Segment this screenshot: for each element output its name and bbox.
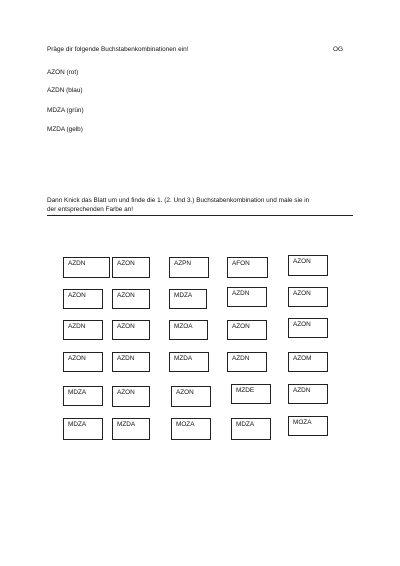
letter-box[interactable]: MDZA [63, 418, 103, 440]
letter-box[interactable]: MZDA [169, 352, 209, 372]
letter-box[interactable]: AZPN [169, 257, 209, 278]
letter-box[interactable]: AZON [227, 320, 267, 340]
letter-box[interactable]: MDZA [231, 418, 271, 440]
memorize-item-1: AZON (rot) [47, 69, 79, 76]
memorize-item-3: MDZA (grün) [47, 107, 84, 114]
letter-box[interactable]: AZDN [227, 352, 267, 372]
letter-box[interactable]: AZON [288, 255, 328, 276]
code-label: OG [333, 46, 343, 53]
letter-box[interactable]: AZDN [112, 352, 150, 372]
letter-box[interactable]: MOZA [171, 418, 211, 440]
letter-box[interactable]: AFON [227, 257, 268, 278]
letter-box[interactable]: MZDA [112, 418, 150, 440]
letter-box[interactable]: AZDN [63, 320, 103, 340]
memorize-item-2: AZDN (blau) [47, 87, 83, 94]
letter-box[interactable]: AZOM [288, 352, 328, 372]
letter-box[interactable]: AZON [288, 287, 328, 307]
letter-box[interactable]: MZDE [231, 384, 271, 404]
letter-box[interactable]: AZDN [63, 257, 110, 278]
instruction-text: Präge dir folgende Buchstabenkombinationen ein! [47, 46, 189, 53]
letter-box[interactable]: AZON [112, 320, 150, 340]
letter-box[interactable]: MOZA [288, 416, 328, 436]
letter-box[interactable]: AZON [171, 386, 211, 407]
letter-box[interactable]: AZON [63, 289, 103, 309]
letter-box[interactable]: MDZA [169, 289, 207, 309]
task-instruction-line-1: Dann Knick das Blatt um und finde die 1. (2. Und 3.) Buchstabenkombination und male sie in [47, 197, 310, 204]
letter-box[interactable]: AZON [288, 318, 328, 338]
letter-box[interactable]: MDZA [63, 386, 103, 406]
divider-line [47, 215, 353, 216]
task-instruction-line-2: der entsprechenden Farbe an! [47, 206, 133, 213]
letter-box[interactable]: AZON [112, 289, 150, 309]
letter-box[interactable]: MZOA [169, 320, 208, 340]
memorize-item-4: MZDA (gelb) [47, 126, 83, 133]
letter-box[interactable]: AZON [112, 386, 150, 407]
letter-box[interactable]: AZDN [288, 384, 328, 404]
letter-box[interactable]: AZON [63, 352, 103, 372]
letter-box[interactable]: AZDN [227, 287, 267, 307]
letter-box[interactable]: AZON [112, 257, 150, 278]
